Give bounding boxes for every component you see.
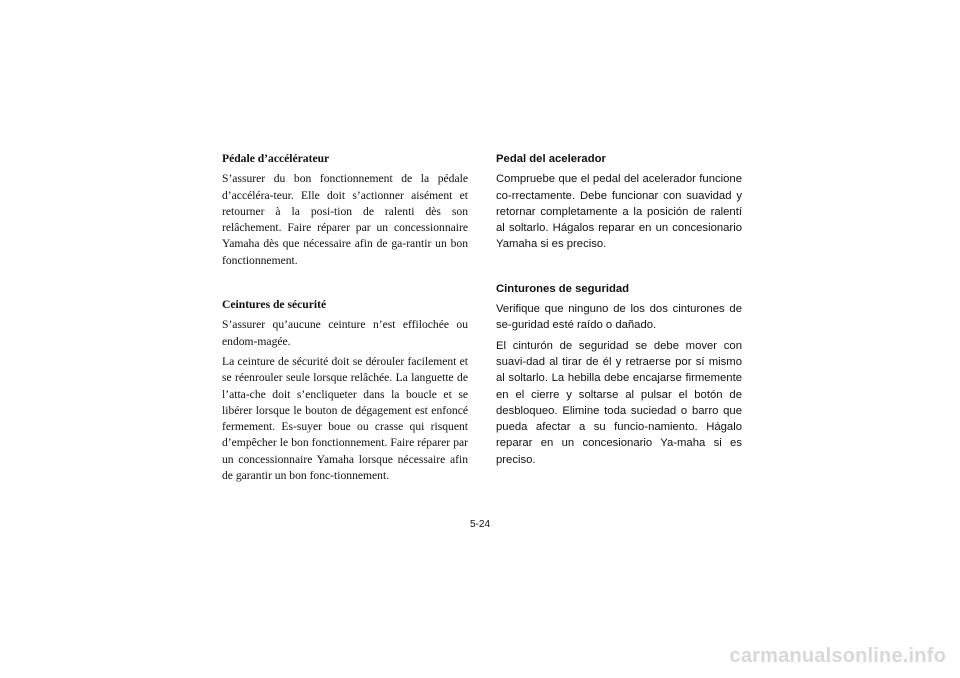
section-heading-seat-belts-fr: Ceintures de sécurité	[222, 298, 327, 312]
french-column	[222, 151, 468, 488]
paragraph-seat-belts-check-es: Verifique que ninguno de los dos cinturones de se-guridad esté raído o dañado.	[496, 303, 742, 332]
paragraph-accelerator-pedal-fr: S’assurer du bon fonctionnement de la pédale d’accéléra-teur. Elle doit s’actionner aisément et retourner à la posi-tion de ralenti dès son relâchement. Faire réparer par un concessionnaire Yamaha dès que nécessaire afin de ga-rantir un bon fonctionnement.	[222, 172, 468, 267]
paragraph-seat-belts-operation-fr: La ceinture de sécurité doit se dérouler facilement et se réenrouler seule lorsque relâchée. La languette de l’atta-che doit s’encliqueter dans la boucle et se libérer lorsque le bouton de dégagement est enfoncé fermement. Es-suyer boue ou crasse qui risquent d’empêcher le bon fonctionnement. Faire réparer par un concessionnaire Yamaha lorsque nécessaire afin de garantir un bon fonc-tionnement.	[222, 354, 468, 483]
spanish-column	[496, 151, 742, 472]
paragraph-seat-belts-operation-es: El cinturón de seguridad se debe mover con suavi-dad al tirar de él y retraerse por sí mismo al soltarlo. La hebilla debe encajarse firmemente en el cierre y soltarse al pulsar el botón de desbloqueo. Elimine toda suciedad o barro que pueda afectar a su funcio-namiento. Hágalo reparar en un concesionario Ya-maha si es preciso.	[496, 339, 742, 466]
watermark: carmanualsonline.info	[729, 645, 946, 667]
page-number: 5-24	[469, 519, 490, 530]
section-heading-accelerator-pedal-fr: Pédale d’accélérateur	[222, 152, 330, 165]
paragraph-seat-belts-check-fr: S’assurer qu’aucune ceinture n’est effilochée ou endom-magée.	[222, 318, 468, 348]
paragraph-accelerator-pedal-es: Compruebe que el pedal del acelerador funcione co-rrectamente. Debe funcionar con suavidad y retornar completamente a la posición de ralentí al soltarlo. Hágalos reparar en un concesionario Yamaha si es preciso.	[496, 173, 742, 251]
section-heading-seat-belts-es: Cinturones de seguridad	[496, 282, 630, 295]
section-heading-accelerator-pedal-es: Pedal del acelerador	[496, 153, 606, 165]
